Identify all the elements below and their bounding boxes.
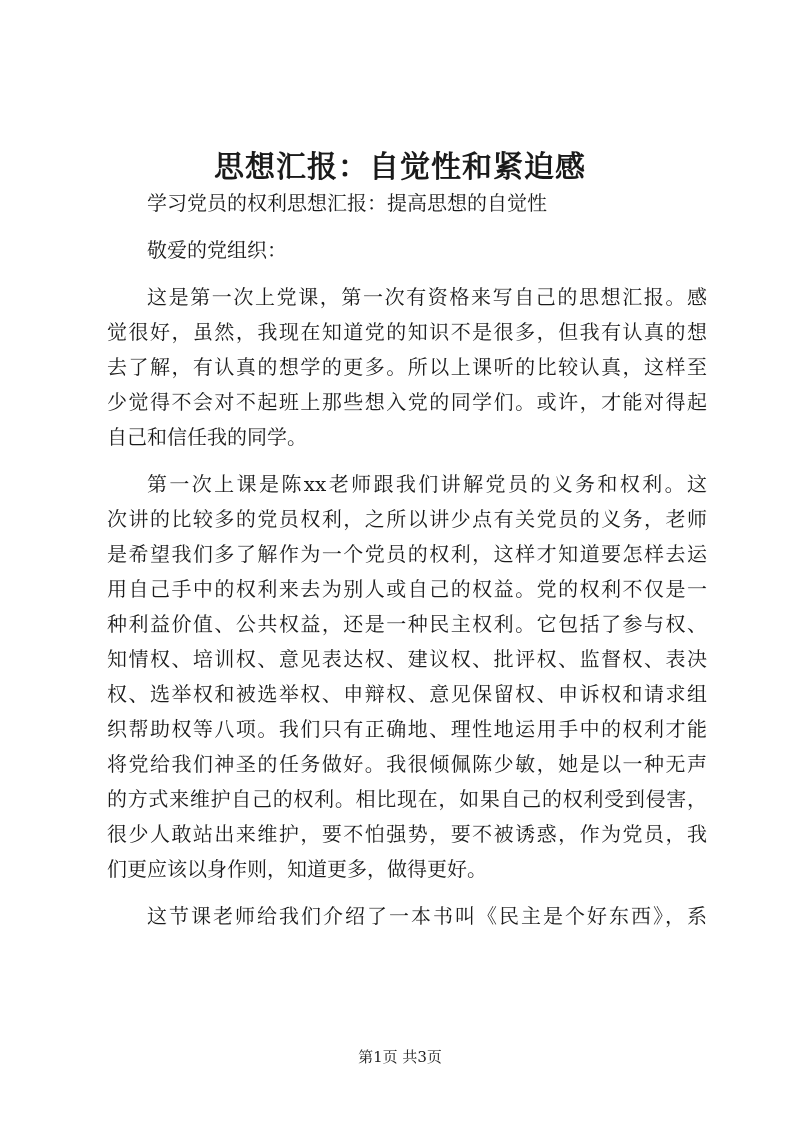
page-footer: 第1页 共3页 bbox=[358, 1048, 442, 1066]
document-body bbox=[107, 186, 707, 946]
paragraph-line: 知情权、培训权、意见表达权、建议权、批评权、监督权、表决 bbox=[107, 647, 707, 671]
salutation: 敬爱的党组织： bbox=[147, 238, 287, 262]
paragraph-line: 用自己手中的权利来去为别人或自己的权益。党的权利不仅是一 bbox=[107, 577, 707, 601]
paragraph-line: 将党给我们神圣的任务做好。我很倾佩陈少敏，她是以一种无声 bbox=[107, 752, 707, 776]
paragraph-line: 权、选举权和被选举权、申辩权、意见保留权、申诉权和请求组 bbox=[107, 682, 707, 706]
paragraph-3 bbox=[107, 899, 707, 934]
paragraph-line: 自己和信任我的同学。 bbox=[107, 425, 307, 449]
paragraph-1 bbox=[107, 280, 707, 455]
paragraph-line: 的方式来维护自己的权利。相比现在，如果自己的权利受到侵害， bbox=[107, 787, 707, 811]
paragraph-line: 们更应该以身作则，知道更多，做得更好。 bbox=[107, 857, 487, 881]
paragraph-line: 很少人敢站出来维护，要不怕强势，要不被诱惑，作为党员，我 bbox=[107, 822, 707, 846]
paragraph-line: 少觉得不会对不起班上那些想入党的同学们。或许，才能对得起 bbox=[107, 390, 707, 414]
paragraph-line: 织帮助权等八项。我们只有正确地、理性地运用手中的权利才能 bbox=[107, 717, 707, 741]
subtitle-line: 学习党员的权利思想汇报：提高思想的自觉性 bbox=[147, 191, 547, 215]
paragraph-line: 这节课老师给我们介绍了一本书叫《民主是个好东西》，系 bbox=[147, 904, 707, 928]
paragraph-line: 去了解，有认真的想学的更多。所以上课听的比较认真，这样至 bbox=[107, 355, 707, 379]
paragraph-line: 种利益价值、公共权益，还是一种民主权利。它包括了参与权、 bbox=[107, 612, 707, 636]
document-title: 思想汇报：自觉性和紧迫感 bbox=[214, 150, 586, 185]
paragraph-line: 觉很好，虽然，我现在知道党的知识不是很多，但我有认真的想 bbox=[107, 320, 707, 344]
paragraph-line: 这是第一次上党课，第一次有资格来写自己的思想汇报。感 bbox=[147, 285, 707, 309]
paragraph-line: 第一次上课是陈xx老师跟我们讲解党员的义务和权利。这 bbox=[147, 472, 707, 496]
paragraph-line: 次讲的比较多的党员权利，之所以讲少点有关党员的义务，老师 bbox=[107, 507, 707, 531]
paragraph-2 bbox=[107, 467, 707, 887]
paragraph-line: 是希望我们多了解作为一个党员的权利，这样才知道要怎样去运 bbox=[107, 542, 707, 566]
